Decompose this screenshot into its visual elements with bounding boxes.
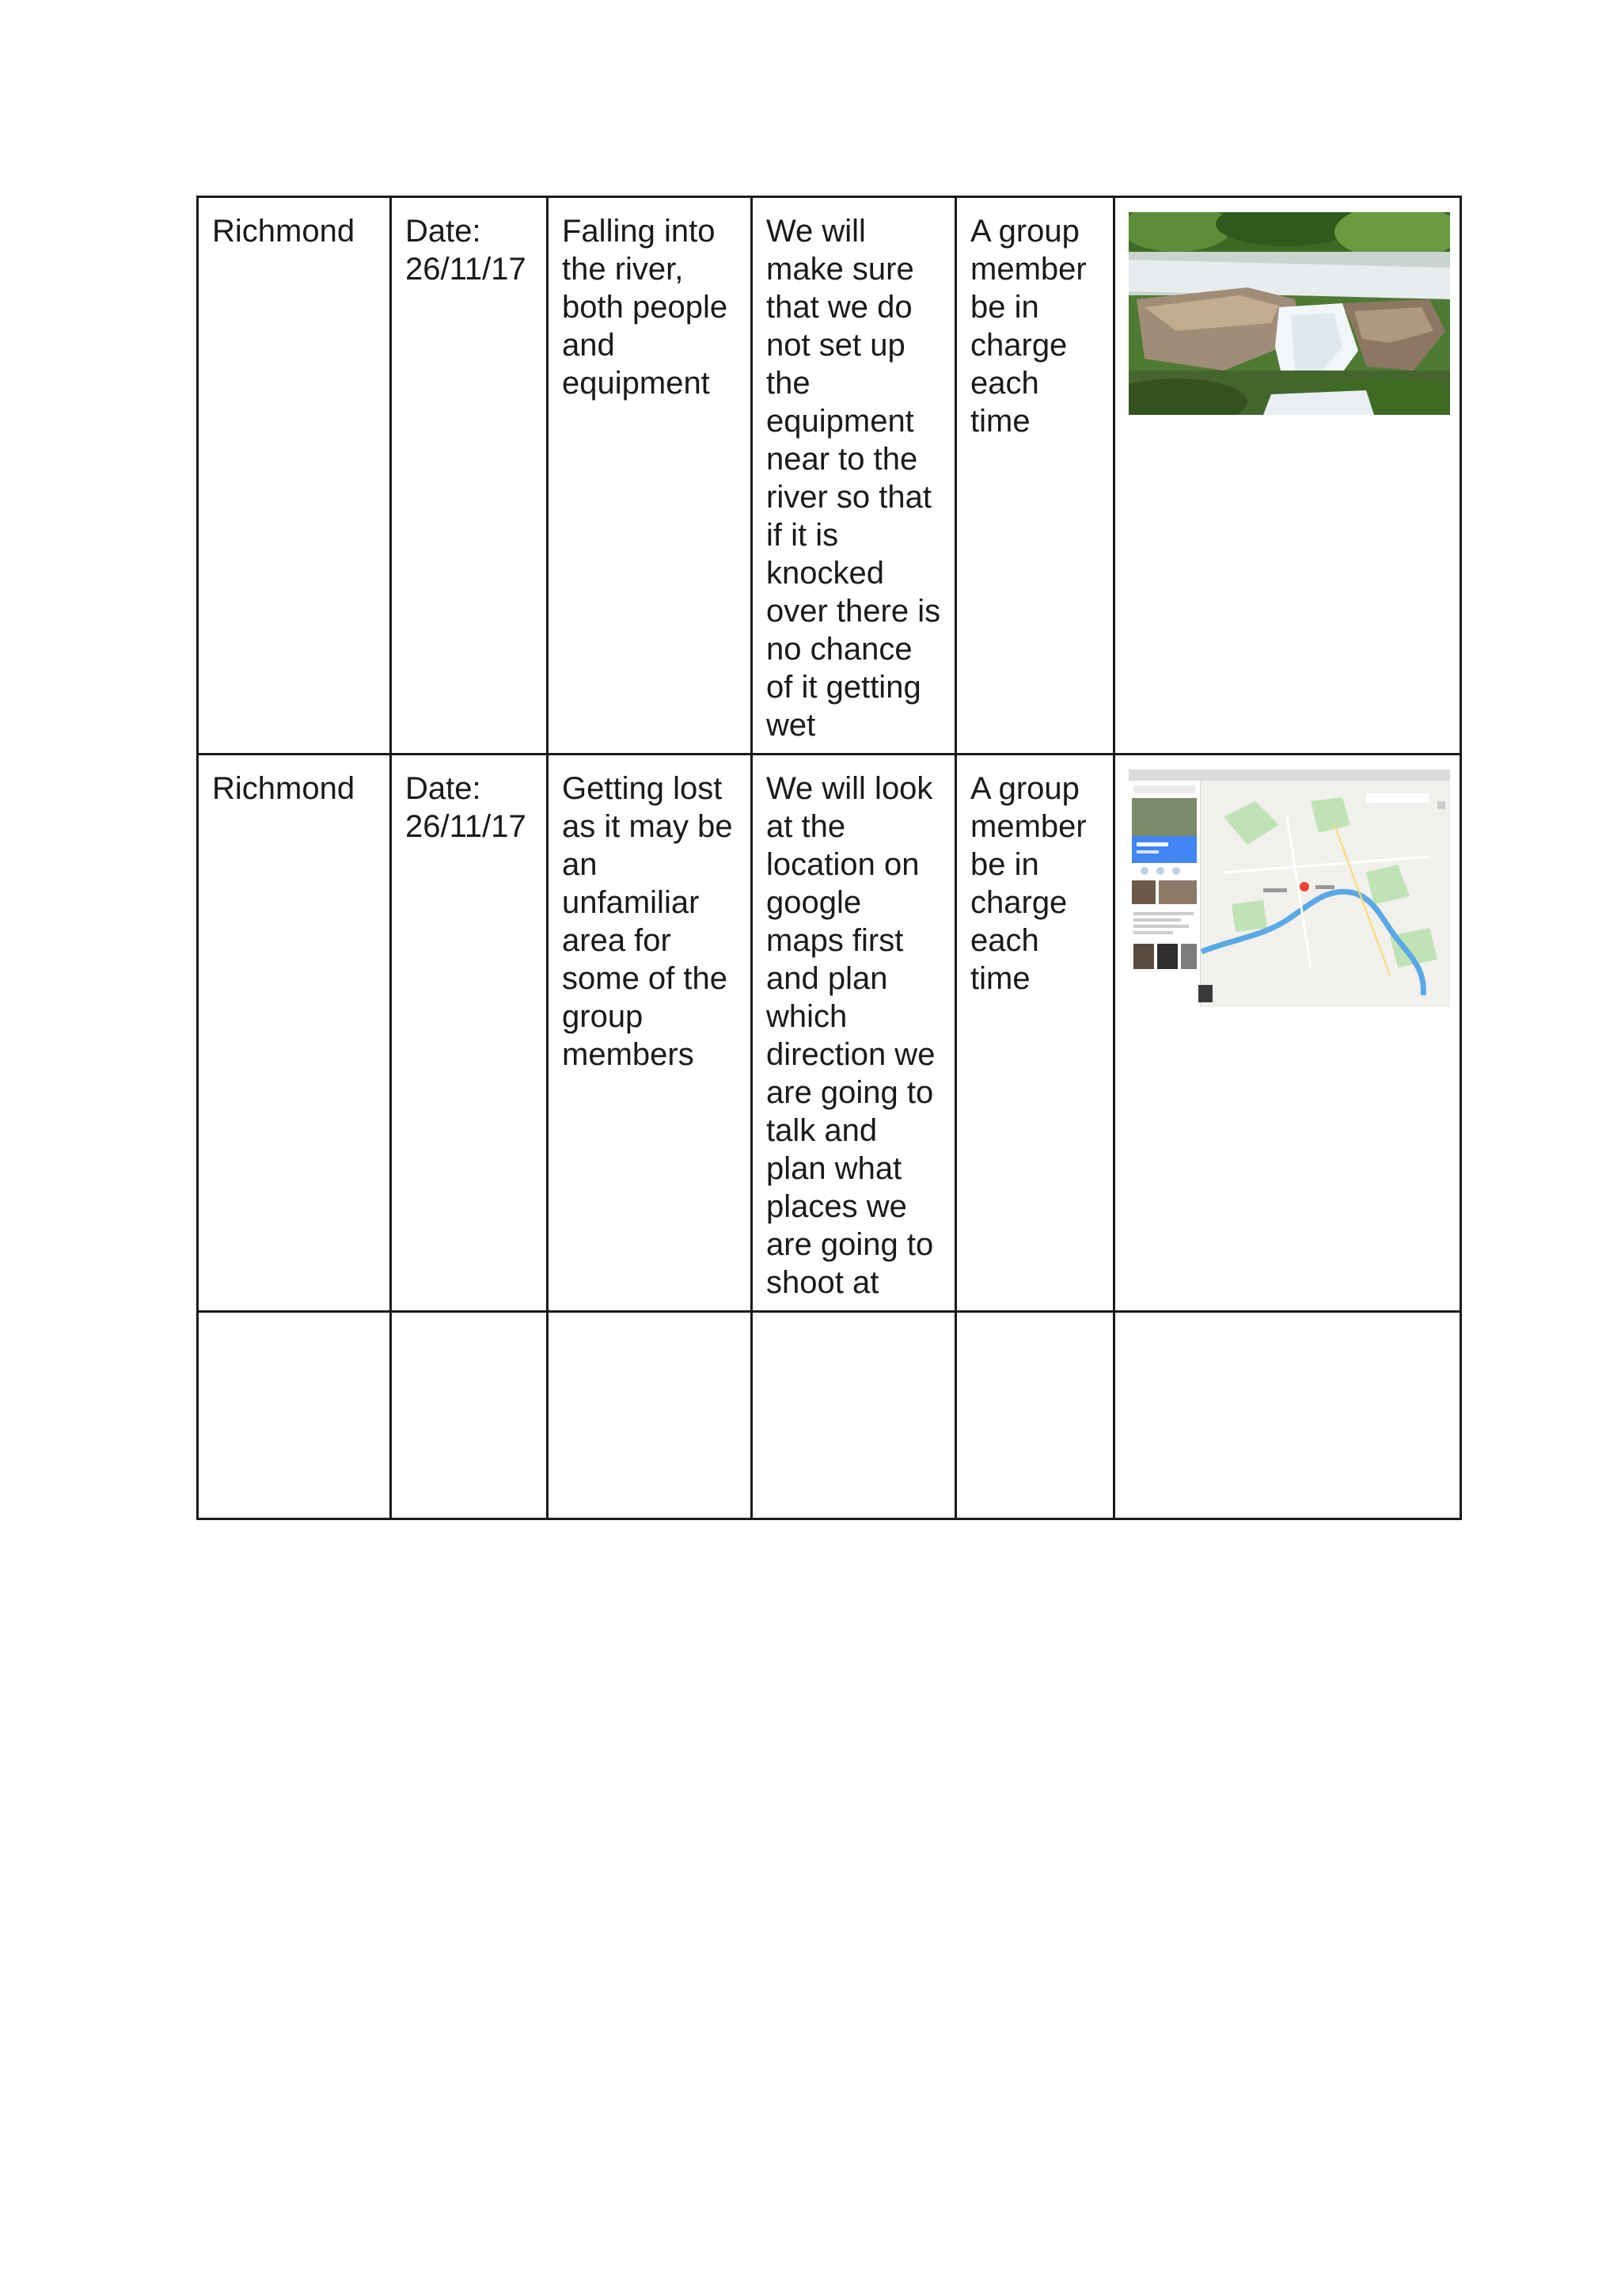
table-row: [198, 755, 1461, 1312]
table-row: [198, 1312, 1461, 1519]
hazard-text: Getting lost as it may be an unfamiliar area for some of the group members: [562, 771, 733, 1072]
waterfall-photo: [1129, 212, 1450, 415]
control-measure-cell: [752, 755, 956, 1312]
control-measure-cell: [752, 1312, 956, 1519]
table-row: [198, 197, 1461, 755]
responsibility-text: A group member be in charge each time: [970, 771, 1087, 996]
location-cell: [198, 197, 391, 755]
hazard-cell: [548, 755, 752, 1312]
image-cell: [1114, 1312, 1461, 1519]
hazard-cell: [548, 197, 752, 755]
date-cell: [391, 197, 548, 755]
responsibility-cell: [956, 1312, 1114, 1519]
control-measure-cell: [752, 197, 956, 755]
image-cell: [1114, 755, 1461, 1312]
date-cell: [391, 1312, 548, 1519]
hazard-text: Falling into the river, both people and equipment: [562, 214, 728, 401]
location-text: Richmond: [212, 214, 355, 249]
responsibility-cell: [956, 197, 1114, 755]
location-cell: [198, 1312, 391, 1519]
risk-assessment-table: [196, 196, 1462, 1520]
hazard-cell: [548, 1312, 752, 1519]
google-maps-screenshot: [1129, 770, 1450, 1007]
location-text: Richmond: [212, 771, 355, 806]
location-cell: [198, 755, 391, 1312]
responsibility-text: A group member be in charge each time: [970, 214, 1087, 439]
responsibility-cell: [956, 755, 1114, 1312]
control-measure-text: We will look at the location on google maps first and plan which direction we are going to talk and plan what places we are going to shoot at: [766, 771, 936, 1300]
date-text: Date: 26/11/17: [405, 214, 526, 287]
image-cell: [1114, 197, 1461, 755]
date-text: Date: 26/11/17: [405, 771, 526, 844]
control-measure-text: We will make sure that we do not set up the equipment near to the river so that if it is knocked over there is no chance of it getting wet: [766, 214, 941, 743]
date-cell: [391, 755, 548, 1312]
